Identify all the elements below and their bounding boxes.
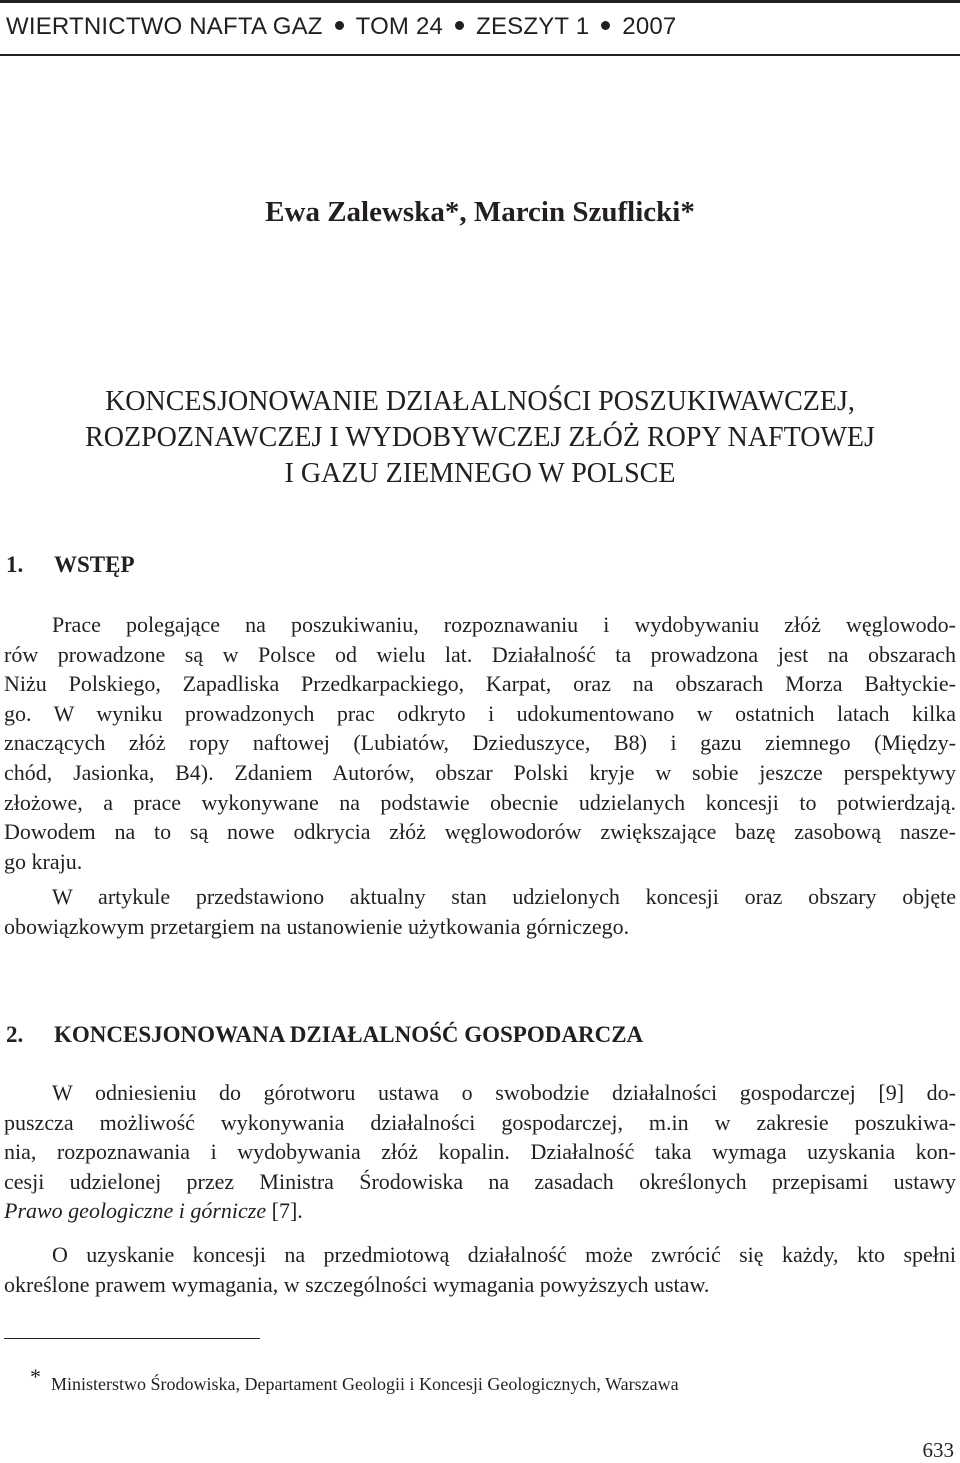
paragraph: [4, 882, 956, 941]
law-title: Prawo geologiczne i górnicze: [4, 1198, 267, 1224]
paragraph-line: [4, 1196, 956, 1226]
footnote: [30, 1364, 679, 1396]
paragraph-line: go kraju.: [4, 848, 83, 874]
journal-year: 2007: [622, 13, 677, 40]
paragraph-line: nia, rozpoznawania i wydobywania złóż kopalin. Działalność taka wymaga uzyskania kon-: [4, 1139, 956, 1165]
paragraph: [4, 1240, 956, 1299]
section-number: 2.: [6, 1022, 24, 1047]
paragraph-line: Prace polegające na poszukiwaniu, rozpoznawaniu i wydobywaniu złóż węglowodo-: [52, 612, 956, 637]
section-title: KONCESJONOWANA DZIAŁALNOŚĆ GOSPODARCZA: [54, 1022, 644, 1047]
paragraph-line: W odniesieniu do górotworu ustawa o swobodzie działalności gospodarczej [9] do-: [52, 1080, 956, 1105]
paragraph-line: puszcza możliwość wykonywania działalności gospodarczej, m.in w zakresie poszukiwa-: [4, 1109, 956, 1135]
article-title: [0, 384, 960, 492]
title-line: I GAZU ZIEMNEGO W POLSCE: [284, 458, 676, 489]
paragraph-line: określone prawem wymagania, w szczególności wymagania powyższych ustaw.: [4, 1271, 710, 1297]
paragraph: [4, 1078, 956, 1226]
footnote-text: Ministerstwo Środowiska, Departament Geologii i Koncesji Geologicznych, Warszawa: [51, 1374, 679, 1394]
bullet-icon: [601, 21, 610, 30]
citation: [7].: [266, 1198, 303, 1224]
paragraph-line: cesji udzielonej przez Ministra Środowiska na zasadach określonych przepisami ustawy: [4, 1168, 956, 1194]
paragraph-line: złożowe, a prace wykonywane na podstawie obecnie udzielanych koncesji to potwierdzają.: [4, 789, 956, 815]
page-number: 633: [922, 1438, 954, 1462]
paragraph-line: go. W wyniku prowadzonych prac odkryto i udokumentowano w ostatnich latach kilka: [4, 700, 956, 726]
paragraph-line: O uzyskanie koncesji na przedmiotową działalność może zwrócić się każdy, kto spełni: [52, 1242, 956, 1267]
paragraph-line: W artykule przedstawiono aktualny stan udzielonych koncesji oraz obszary objęte: [52, 884, 956, 909]
running-header: [0, 0, 960, 56]
header-text: [6, 13, 676, 41]
paragraph: [4, 610, 956, 876]
paragraph-line: Dowodem na to są nowe odkrycia złóż węglowodorów zwiększające bazę zasobową nasze-: [4, 819, 956, 845]
title-line: ROZPOZNAWCZEJ I WYDOBYWCZEJ ZŁÓŻ ROPY NAFTOWEJ: [85, 422, 875, 453]
section-heading-licensed-activity: [6, 1022, 643, 1048]
paragraph-line: chód, Jasionka, B4). Zdaniem Autorów, obszar Polski kryje w sobie jeszcze perspektywy: [4, 759, 956, 785]
authors: Ewa Zalewska*, Marcin Szuflicki*: [265, 196, 695, 228]
paragraph-line: Niżu Polskiego, Zapadliska Przedkarpackiego, Karpat, oraz na obszarach Morza Bałtyckie-: [4, 671, 956, 697]
section-number: 1.: [6, 552, 24, 577]
journal-issue: ZESZYT 1: [476, 13, 590, 40]
journal-volume: TOM 24: [355, 13, 444, 40]
paragraph-line: rów prowadzone są w Polsce od wielu lat. Działalność ta prowadzona jest na obszarach: [4, 641, 956, 667]
footnote-mark: *: [30, 1364, 41, 1389]
journal-name: WIERTNICTWO NAFTA GAZ: [6, 13, 323, 40]
bullet-icon: [335, 21, 344, 30]
bullet-icon: [455, 21, 464, 30]
section-heading-introduction: [6, 552, 135, 578]
title-line: KONCESJONOWANIE DZIAŁALNOŚCI POSZUKIWAWCZEJ,: [105, 386, 855, 417]
footnote-divider: [4, 1338, 260, 1339]
paragraph-line: znaczących złóż ropy naftowej (Lubiatów, Dzieduszyce, B8) i gazu ziemnego (Między-: [4, 730, 956, 756]
paragraph-line: obowiązkowym przetargiem na ustanowienie użytkowania górniczego.: [4, 913, 630, 939]
section-title: WSTĘP: [54, 552, 135, 577]
